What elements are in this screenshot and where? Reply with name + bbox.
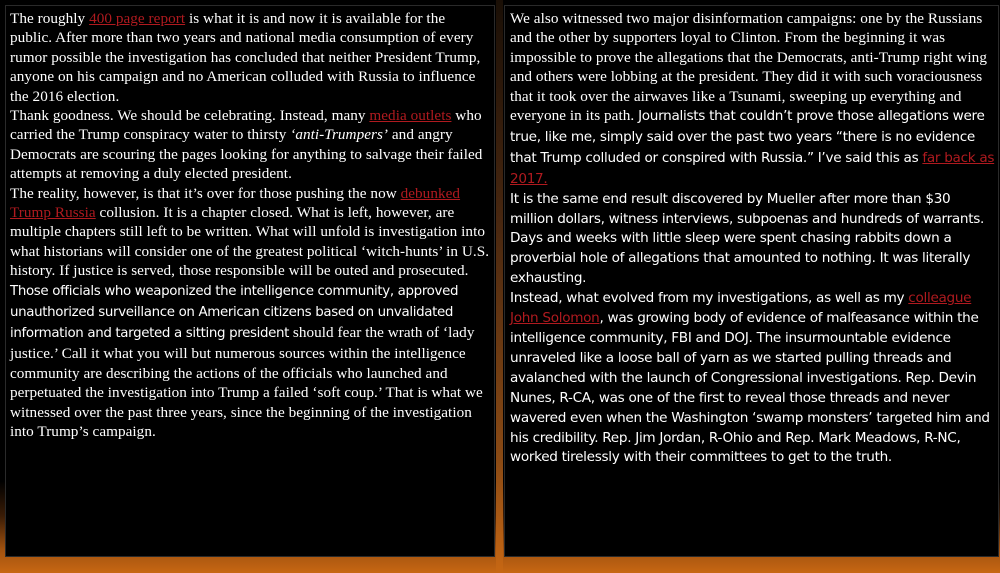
paragraph-text: We also witnessed two major disinformation campaigns: one by the Russians and the other by supporters loyal to Clinton. From the beginning it was impossible to prove the allegations that the Democrats, anti-Trump right wing and others were lobbing at the president. They did it with such voraciousness that it took over the airwaves like a Tsunami, sweeping up everything and everyone in its path. bbox=[510, 10, 987, 125]
paragraph-text: The reality, however, is that it’s over for those pushing the now bbox=[10, 184, 401, 202]
paragraph-text: , was growing body of evidence of malfeasance within the intelligence community, FBI and DOJ. The insurmountable evidence unraveled like a loose ball of yarn as we started pulling threads and avalanched with the launch of Congressional investigations. Rep. Devin Nunes, R-CA, was one of the first to reveal those threads and never wavered even when the Washington ‘swamp monsters’ targeted him and his credibility. Rep. Jim Jordan, R-Ohio and Rep. Mark Meadows, R-NC, worked tirelessly with their committees to get to the truth. bbox=[510, 310, 990, 466]
paragraph-text: should fear the wrath of ‘lady justice.’ Call it what you will but numerous sources within the intelligence community are describing the actions of the officials who launched and perpetuated the investigation into Trump a failed ‘soft coup.’ That is what we witnessed over the past three years, since the beginning of the investigation into Trump’s campaign. bbox=[10, 324, 483, 440]
paragraph-investigations bbox=[510, 289, 996, 468]
paragraph-text: and angry Democrats are scouring the pages looking for anything to salvage their failed attempts at removing a duly elected president. bbox=[10, 126, 483, 183]
paragraph-text: collusion. It is a chapter closed. What is left, however, are multiple chapters still left to be written. What will unfold is investigation into what historians will consider one of the greatest political ‘witch-hunts’ in U.S. history. If justice is served, those responsible will be outed and prosecuted. bbox=[10, 204, 490, 280]
link-400-page-report[interactable]: 400 page report bbox=[89, 10, 186, 27]
paragraph-disinformation bbox=[510, 9, 996, 190]
right-text-column bbox=[504, 5, 999, 557]
paragraph-rabbits: Days and weeks with little sleep were spent chasing rabbits down a proverbial hole of allegations that amounted to nothing. It was literally exhausting. bbox=[510, 230, 971, 287]
paragraph-text: is what it is and now it is available for the public. After more than two years and national media consumption of every rumor possible the investigation has concluded that neither President Trump, anyone on his campaign and no American colluded with Russia to influence the 2016 election. bbox=[10, 10, 481, 105]
column-divider bbox=[496, 0, 503, 573]
link-media-outlets[interactable]: media outlets bbox=[369, 107, 452, 125]
link-colleague-john-solomon[interactable]: colleague John Solomon bbox=[510, 290, 972, 327]
link-debunked-trump-russia[interactable]: debunked Trump Russia bbox=[10, 184, 461, 222]
paragraph-text-sans: Journalists that couldn’t prove those allegations were true, like me, simply said over the past two years “there is no evidence that Trump colluded or conspired with Russia.” I’ve said this as bbox=[510, 108, 985, 166]
paragraph-reality bbox=[10, 184, 490, 442]
paragraph-text: The roughly bbox=[10, 10, 90, 27]
paragraph-text-sans: Those officials who weaponized the intelligence community, approved unauthorized surveillance on American citizens based on unvalidated information and targeted a sitting president bbox=[10, 283, 459, 342]
paragraph-mueller: It is the same end result discovered by Mueller after more than $30 million dollars, witness interviews, subpoenas and hundreds of warrants. bbox=[510, 190, 985, 227]
paragraph-text: Thank goodness. We should be celebrating. Instead, many bbox=[10, 107, 370, 125]
paragraph-report bbox=[10, 9, 490, 106]
paragraph-text: who carried the Trump conspiracy water to thirsty bbox=[10, 107, 482, 144]
link-far-back-as-2017[interactable]: far back as 2017. bbox=[510, 149, 995, 187]
left-text-column bbox=[5, 5, 495, 557]
emphasis-anti-trumpers: ‘anti-Trumpers’ bbox=[290, 126, 389, 144]
paragraph-text: Instead, what evolved from my investigations, as well as my bbox=[510, 290, 909, 307]
paragraph-celebrating bbox=[10, 106, 490, 184]
